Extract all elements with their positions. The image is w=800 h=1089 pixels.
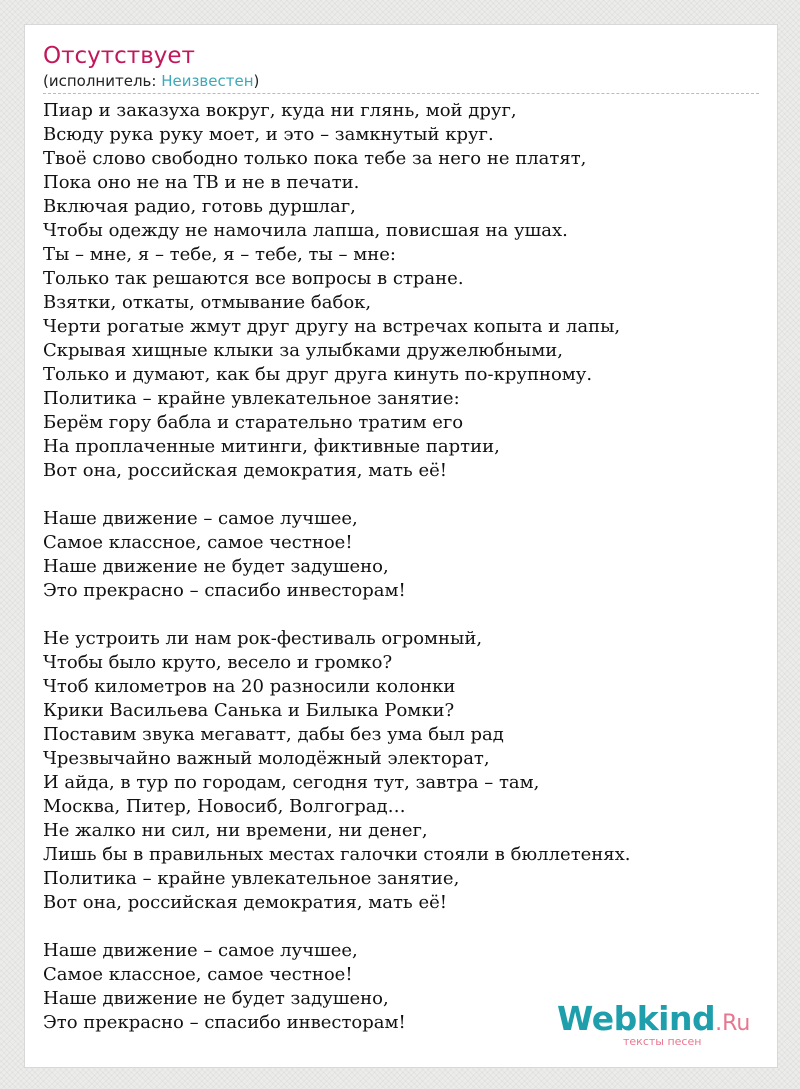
logo-tagline: тексты песен [623,1035,702,1048]
stanza-break [43,603,763,627]
lyric-line: Ты – мне, я – тебе, я – тебе, ты – мне: [43,244,396,265]
artist-line [43,71,259,91]
lyric-line: Политика – крайне увлекательное занятие, [43,868,460,889]
lyric-line: Взятки, откаты, отмывание бабок, [43,292,372,313]
logo-tld: .Ru [715,1011,751,1036]
lyric-line: На проплаченные митинги, фиктивные партии, [43,436,500,457]
lyric-line: Чрезвычайно важный молодёжный электорат, [43,748,490,769]
lyric-line: Твоё слово свободно только пока тебе за него не платят, [43,148,587,169]
artist-link[interactable]: Неизвестен [161,72,254,90]
lyric-line: Не жалко ни сил, ни времени, ни денег, [43,820,428,841]
song-title: Отсутствует [43,43,195,69]
lyric-line: Вот она, российская демократия, мать её! [43,460,447,481]
lyric-line: Чтобы одежду не намочила лапша, повисшая на ушах. [43,220,568,241]
lyrics-card [24,24,778,1068]
lyrics-text [43,99,763,1035]
lyric-line: Политика – крайне увлекательное занятие: [43,388,460,409]
lyric-line: Только так решаются все вопросы в стране. [43,268,464,289]
lyric-line: Включая радио, готовь дуршлаг, [43,196,356,217]
lyric-line: Наше движение – самое лучшее, [43,508,358,529]
lyric-line: Вот она, российская демократия, мать её! [43,892,447,913]
lyric-line: Крики Васильева Санька и Билыка Ромки? [43,700,455,721]
lyric-line: Чтобы было круто, весело и громко? [43,652,393,673]
lyric-line: Москва, Питер, Новосиб, Волгоград… [43,796,406,817]
lyric-line: Только и думают, как бы друг друга кинуть по-крупному. [43,364,593,385]
lyric-line: Наше движение не будет задушено, [43,988,389,1009]
lyric-line: Чтоб километров на 20 разносили колонки [43,676,456,697]
lyric-line: Скрывая хищные клыки за улыбками дружелюбными, [43,340,563,361]
lyric-line: И айда, в тур по городам, сегодня тут, завтра – там, [43,772,540,793]
lyric-line: Черти рогатые жмут друг другу на встречах копыта и лапы, [43,316,621,337]
header-divider [43,93,759,94]
lyric-line: Пока оно не на ТВ и не в печати. [43,172,360,193]
lyric-line: Всюду рука руку моет, и это – замкнутый круг. [43,124,494,145]
lyric-line: Пиар и заказуха вокруг, куда ни глянь, мой друг, [43,100,517,121]
stanza-break [43,915,763,939]
artist-prefix: (исполнитель: [43,72,162,90]
lyric-line: Берём гору бабла и старательно тратим его [43,412,464,433]
lyric-line: Наше движение – самое лучшее, [43,940,358,961]
artist-suffix: ) [253,72,260,90]
webkind-logo [557,999,751,1049]
lyric-line: Наше движение не будет задушено, [43,556,389,577]
lyric-line: Поставим звука мегаватт, дабы без ума был рад [43,724,504,745]
logo-brand: Webkind [557,999,716,1038]
lyric-line: Это прекрасно – спасибо инвесторам! [43,1012,406,1033]
lyric-line: Лишь бы в правильных местах галочки стояли в бюллетенях. [43,844,631,865]
lyric-line: Не устроить ли нам рок-фестиваль огромный, [43,628,483,649]
lyric-line: Самое классное, самое честное! [43,964,353,985]
lyric-line: Самое классное, самое честное! [43,532,353,553]
lyric-line: Это прекрасно – спасибо инвесторам! [43,580,406,601]
stanza-break [43,483,763,507]
